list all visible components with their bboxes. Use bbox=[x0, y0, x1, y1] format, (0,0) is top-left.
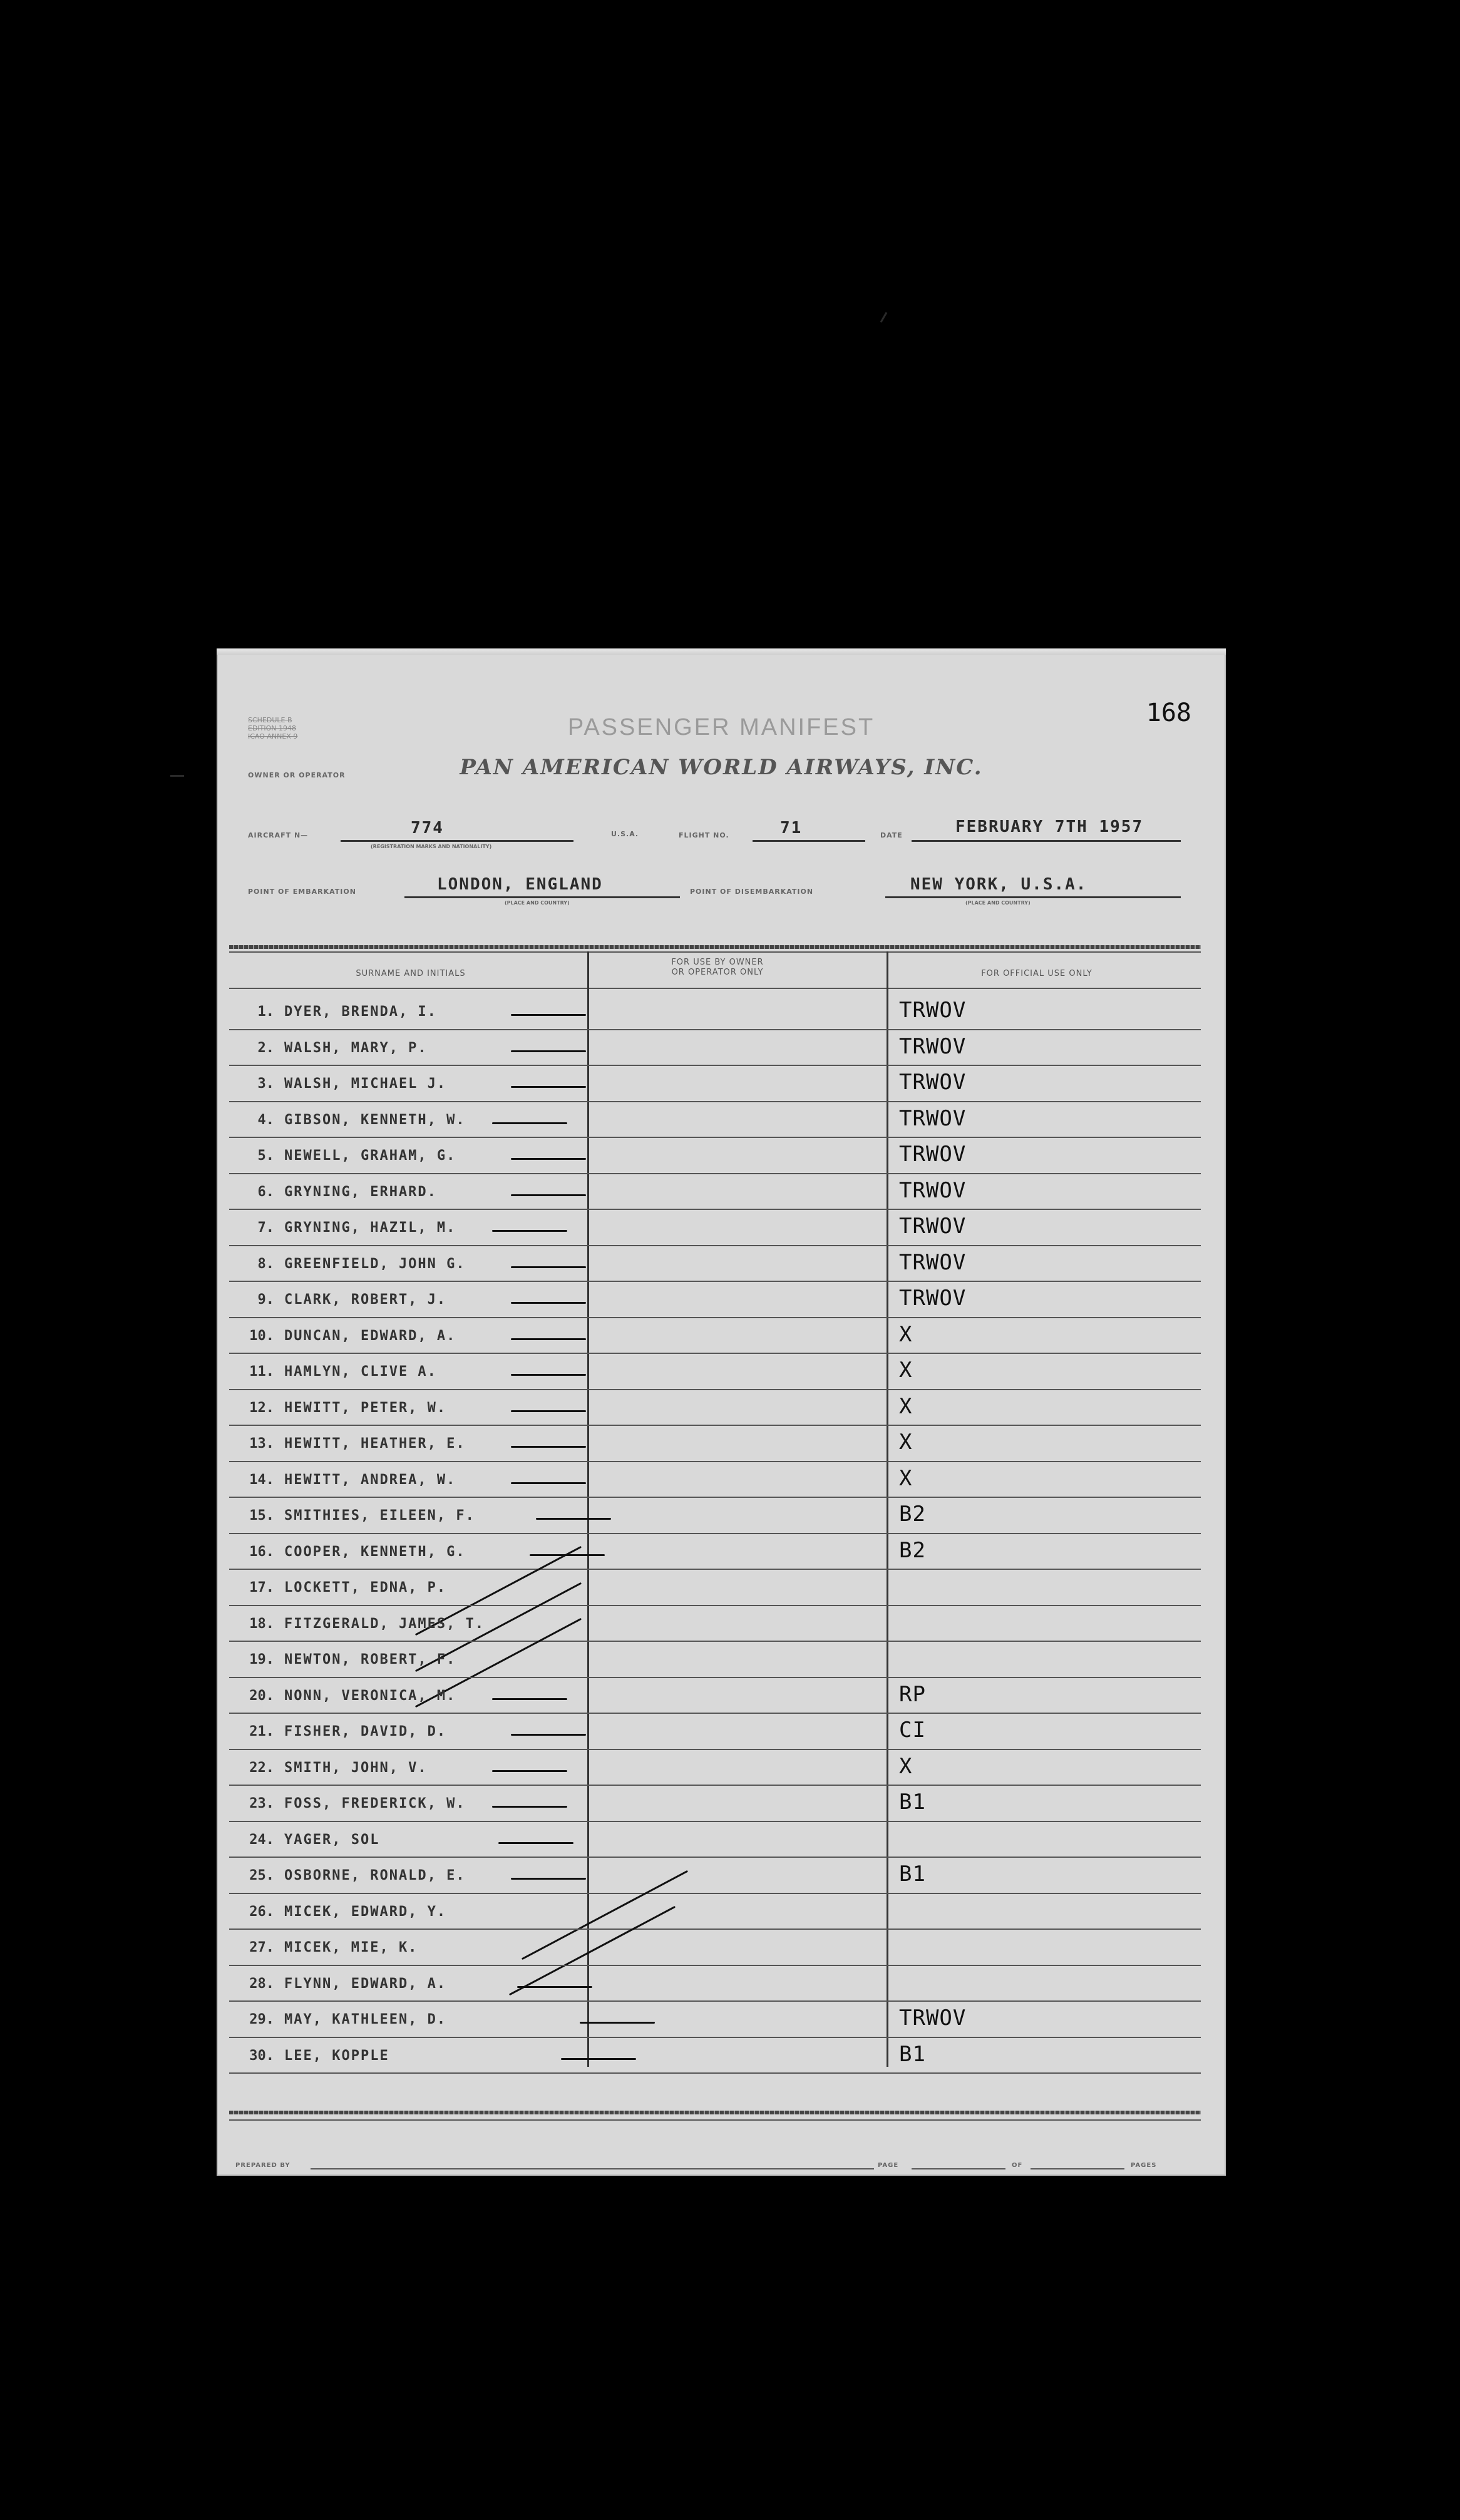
row-rule bbox=[229, 1713, 1201, 1714]
handwritten-dash bbox=[511, 1050, 586, 1052]
passenger-number: 13. bbox=[249, 1436, 274, 1452]
handwritten-dash bbox=[517, 1986, 592, 1988]
date-field-line bbox=[912, 840, 1181, 842]
passenger-name: MICEK, EDWARD, Y. bbox=[284, 1903, 447, 1920]
passenger-name: GIBSON, KENNETH, W. bbox=[284, 1112, 466, 1128]
row-rule bbox=[229, 1569, 1201, 1570]
passenger-row bbox=[230, 1355, 1201, 1390]
official-mark: TRWOV bbox=[899, 1177, 967, 1203]
handwritten-dash bbox=[492, 1770, 567, 1772]
passenger-name: YAGER, SOL bbox=[284, 1831, 380, 1848]
official-mark: RP bbox=[899, 1681, 926, 1707]
passenger-number: 21. bbox=[249, 1724, 274, 1739]
table-top-rule-2 bbox=[229, 951, 1201, 953]
official-mark: B1 bbox=[899, 2041, 926, 2067]
official-column-header: FOR OFFICIAL USE ONLY bbox=[981, 969, 1092, 978]
passenger-row bbox=[230, 1823, 1201, 1858]
passenger-name: GRYNING, ERHARD. bbox=[284, 1184, 437, 1200]
passenger-number: 18. bbox=[249, 1616, 274, 1632]
official-mark: TRWOV bbox=[899, 1070, 967, 1095]
owner-column-header: FOR USE BY OWNER OR OPERATOR ONLY bbox=[671, 958, 764, 977]
passenger-row bbox=[230, 1211, 1201, 1246]
page-label: PAGE bbox=[878, 2162, 899, 2169]
row-rule bbox=[229, 1281, 1201, 1282]
passenger-row bbox=[230, 1859, 1201, 1894]
row-rule bbox=[229, 1101, 1201, 1102]
row-rule bbox=[229, 1857, 1201, 1858]
row-rule bbox=[229, 1785, 1201, 1786]
passenger-row bbox=[230, 2039, 1201, 2074]
pages-label: PAGES bbox=[1131, 2162, 1157, 2169]
passenger-number: 17. bbox=[249, 1580, 274, 1595]
passenger-name: LOCKETT, EDNA, P. bbox=[284, 1580, 447, 1595]
row-rule bbox=[229, 1641, 1201, 1642]
passenger-number: 4. bbox=[257, 1112, 274, 1128]
handwritten-dash bbox=[511, 1086, 586, 1088]
passenger-name: DYER, BRENDA, I. bbox=[284, 1004, 437, 1020]
row-rule bbox=[229, 1497, 1201, 1498]
row-rule bbox=[229, 1389, 1201, 1390]
passenger-row bbox=[230, 1715, 1201, 1750]
passenger-number: 28. bbox=[249, 1975, 274, 1992]
form-code: SCHEDULE B EDITION 1948 ICAO ANNEX 9 bbox=[248, 716, 298, 740]
embarkation-label: POINT OF EMBARKATION bbox=[248, 888, 356, 896]
row-rule bbox=[229, 1209, 1201, 1210]
passenger-number: 2. bbox=[257, 1040, 274, 1056]
passenger-name: SMITH, JOHN, V. bbox=[284, 1759, 428, 1776]
passenger-number: 1. bbox=[257, 1004, 274, 1020]
passenger-number: 3. bbox=[257, 1076, 274, 1092]
official-mark: B2 bbox=[899, 1537, 926, 1563]
passenger-row bbox=[230, 1931, 1201, 1966]
official-mark: X bbox=[899, 1430, 913, 1455]
disembarkation-label: POINT OF DISEMBARKATION bbox=[690, 888, 814, 896]
passenger-row bbox=[230, 1427, 1201, 1462]
passenger-name: HEWITT, PETER, W. bbox=[284, 1400, 447, 1416]
paper-edge bbox=[217, 648, 1226, 655]
handwritten-dash bbox=[536, 1518, 611, 1520]
prepared-by-label: PREPARED BY bbox=[235, 2162, 290, 2169]
scanner-scratch bbox=[170, 775, 184, 777]
passenger-number: 7. bbox=[257, 1220, 274, 1236]
table-bottom-rule bbox=[229, 2111, 1201, 2114]
handwritten-dash bbox=[511, 1446, 586, 1448]
passenger-row bbox=[230, 1967, 1201, 2002]
passenger-row bbox=[230, 1247, 1201, 1283]
passenger-number: 15. bbox=[249, 1508, 274, 1524]
handwritten-dash bbox=[492, 1230, 567, 1232]
owner-label: OWNER OR OPERATOR bbox=[248, 771, 346, 779]
handwritten-dash bbox=[511, 1374, 586, 1376]
passenger-number: 24. bbox=[249, 1831, 274, 1848]
handwritten-dash bbox=[511, 1302, 586, 1304]
handwritten-dash bbox=[511, 1878, 586, 1880]
row-rule bbox=[229, 1461, 1201, 1462]
official-mark: TRWOV bbox=[899, 1214, 967, 1239]
row-rule bbox=[229, 1893, 1201, 1894]
row-rule bbox=[229, 2037, 1201, 2038]
passenger-row bbox=[230, 995, 1201, 1030]
passenger-name: WALSH, MARY, P. bbox=[284, 1040, 428, 1056]
official-mark: TRWOV bbox=[899, 1105, 967, 1131]
passenger-number: 10. bbox=[249, 1328, 274, 1344]
passenger-row bbox=[230, 1787, 1201, 1822]
official-mark: TRWOV bbox=[899, 1142, 967, 1167]
official-mark: X bbox=[899, 1321, 913, 1347]
handwritten-dash bbox=[580, 2022, 655, 2024]
passenger-name: FITZGERALD, JAMES, T. bbox=[284, 1616, 485, 1632]
flight-date: FEBRUARY 7TH 1957 bbox=[955, 817, 1144, 836]
passenger-name: GREENFIELD, JOHN G. bbox=[284, 1256, 466, 1272]
official-mark: X bbox=[899, 1753, 913, 1779]
row-rule bbox=[229, 2072, 1201, 2074]
passenger-name: HEWITT, HEATHER, E. bbox=[284, 1436, 466, 1452]
manifest-sheet bbox=[217, 648, 1226, 2176]
passenger-row bbox=[230, 1032, 1201, 1067]
official-mark: B1 bbox=[899, 1862, 926, 1887]
passenger-name: FLYNN, EDWARD, A. bbox=[284, 1975, 447, 1992]
official-mark: X bbox=[899, 1358, 913, 1383]
passenger-number: 30. bbox=[249, 2047, 274, 2064]
passenger-number: 6. bbox=[257, 1184, 274, 1200]
table-bottom-rule-2 bbox=[229, 2119, 1201, 2121]
passenger-row bbox=[230, 1643, 1201, 1678]
passenger-name: CLARK, ROBERT, J. bbox=[284, 1292, 447, 1308]
passenger-row bbox=[230, 1175, 1201, 1211]
passenger-number: 14. bbox=[249, 1472, 274, 1488]
official-mark: TRWOV bbox=[899, 1249, 967, 1275]
disembarkation-field-line bbox=[885, 896, 1181, 898]
flight-number: 71 bbox=[780, 819, 803, 837]
official-mark: B1 bbox=[899, 1790, 926, 1815]
passenger-row bbox=[230, 1104, 1201, 1139]
passenger-row bbox=[230, 1607, 1201, 1642]
passenger-number: 16. bbox=[249, 1544, 274, 1560]
handwritten-dash bbox=[511, 1014, 586, 1016]
embarkation-note: (PLACE AND COUNTRY) bbox=[505, 900, 570, 906]
official-mark: X bbox=[899, 1465, 913, 1491]
row-rule bbox=[229, 1533, 1201, 1534]
aircraft-field-line bbox=[341, 840, 573, 842]
passenger-number: 29. bbox=[249, 2012, 274, 2027]
passenger-number: 26. bbox=[249, 1903, 274, 1920]
official-mark: TRWOV bbox=[899, 2005, 967, 2031]
passenger-row bbox=[230, 1751, 1201, 1786]
row-rule bbox=[229, 1928, 1201, 1930]
passenger-number: 20. bbox=[249, 1688, 274, 1704]
of-line bbox=[1031, 2168, 1124, 2169]
passenger-name: DUNCAN, EDWARD, A. bbox=[284, 1328, 456, 1344]
row-rule bbox=[229, 1317, 1201, 1318]
passenger-number: 5. bbox=[257, 1148, 274, 1164]
passenger-number: 25. bbox=[249, 1868, 274, 1883]
handwritten-dash bbox=[511, 1410, 586, 1412]
row-rule bbox=[229, 1029, 1201, 1030]
passenger-name: GRYNING, HAZIL, M. bbox=[284, 1220, 456, 1236]
official-mark: TRWOV bbox=[899, 1286, 967, 1311]
passenger-number: 23. bbox=[249, 1796, 274, 1811]
passenger-name: MICEK, MIE, K. bbox=[284, 1940, 418, 1955]
passenger-row bbox=[230, 1391, 1201, 1426]
row-rule bbox=[229, 1605, 1201, 1606]
passenger-row bbox=[230, 1571, 1201, 1606]
row-rule bbox=[229, 1965, 1201, 1966]
passenger-name: FOSS, FREDERICK, W. bbox=[284, 1796, 466, 1811]
row-rule bbox=[229, 1065, 1201, 1066]
aircraft-number: 774 bbox=[411, 819, 444, 837]
row-rule bbox=[229, 1173, 1201, 1174]
embarkation-field-line bbox=[404, 896, 680, 898]
passenger-name: NONN, VERONICA, M. bbox=[284, 1688, 456, 1704]
usa-label: U.S.A. bbox=[611, 830, 639, 838]
handwritten-dash bbox=[511, 1158, 586, 1160]
passenger-number: 22. bbox=[249, 1759, 274, 1776]
table-top-rule bbox=[229, 945, 1201, 949]
passenger-name: OSBORNE, RONALD, E. bbox=[284, 1868, 466, 1883]
passenger-name: NEWELL, GRAHAM, G. bbox=[284, 1148, 456, 1164]
disembarkation-place: NEW YORK, U.S.A. bbox=[910, 875, 1087, 894]
row-rule bbox=[229, 1821, 1201, 1822]
passenger-row bbox=[230, 1319, 1201, 1355]
handwritten-dash bbox=[492, 1698, 567, 1700]
passenger-number: 19. bbox=[249, 1652, 274, 1667]
handwritten-dash bbox=[492, 1806, 567, 1808]
surname-column-header: SURNAME AND INITIALS bbox=[356, 969, 466, 978]
passenger-name: FISHER, DAVID, D. bbox=[284, 1724, 447, 1739]
official-mark: CI bbox=[899, 1718, 926, 1743]
registration-note: (REGISTRATION MARKS AND NATIONALITY) bbox=[371, 844, 492, 849]
handwritten-dash bbox=[492, 1122, 567, 1124]
date-label: DATE bbox=[880, 831, 903, 839]
passenger-name: WALSH, MICHAEL J. bbox=[284, 1076, 447, 1092]
passenger-name: MAY, KATHLEEN, D. bbox=[284, 2012, 447, 2027]
handwritten-dash bbox=[498, 1842, 573, 1844]
official-mark: TRWOV bbox=[899, 998, 967, 1023]
handwritten-dash bbox=[511, 1266, 586, 1268]
passenger-row bbox=[230, 1535, 1201, 1570]
passenger-row bbox=[230, 1679, 1201, 1714]
aircraft-label: AIRCRAFT N— bbox=[248, 831, 309, 839]
passenger-row bbox=[230, 1895, 1201, 1930]
flight-label: FLIGHT NO. bbox=[679, 831, 729, 839]
handwritten-dash bbox=[561, 2058, 636, 2060]
handwritten-dash bbox=[511, 1734, 586, 1736]
embarkation-place: LONDON, ENGLAND bbox=[437, 875, 603, 894]
row-rule bbox=[229, 1425, 1201, 1426]
row-rule bbox=[229, 1353, 1201, 1354]
passenger-row bbox=[230, 1499, 1201, 1534]
passenger-number: 27. bbox=[249, 1940, 274, 1955]
row-rule bbox=[229, 1245, 1201, 1246]
passenger-row bbox=[230, 1067, 1201, 1102]
passenger-row bbox=[230, 1283, 1201, 1318]
passenger-number: 12. bbox=[249, 1400, 274, 1416]
row-rule bbox=[229, 1677, 1201, 1678]
passenger-name: LEE, KOPPLE bbox=[284, 2047, 389, 2064]
passenger-name: SMITHIES, EILEEN, F. bbox=[284, 1508, 475, 1524]
passenger-name: HEWITT, ANDREA, W. bbox=[284, 1472, 456, 1488]
handwritten-dash bbox=[511, 1194, 586, 1196]
row-rule bbox=[229, 1137, 1201, 1138]
official-mark: TRWOV bbox=[899, 1033, 967, 1059]
passenger-row bbox=[230, 2003, 1201, 2038]
scanner-scratch bbox=[880, 312, 888, 322]
company-name: PAN AMERICAN WORLD AIRWAYS, INC. bbox=[460, 755, 983, 780]
official-mark: X bbox=[899, 1393, 913, 1419]
handwritten-dash bbox=[511, 1338, 586, 1340]
row-rule bbox=[229, 2000, 1201, 2002]
passenger-name: HAMLYN, CLIVE A. bbox=[284, 1364, 437, 1380]
passenger-name: COOPER, KENNETH, G. bbox=[284, 1544, 466, 1560]
passenger-number: 9. bbox=[257, 1292, 274, 1308]
page-number: 168 bbox=[1146, 699, 1191, 727]
passenger-row bbox=[230, 1463, 1201, 1498]
header-bottom-rule bbox=[229, 988, 1201, 989]
passenger-number: 8. bbox=[257, 1256, 274, 1272]
prepared-by-line bbox=[311, 2168, 874, 2169]
flight-field-line bbox=[753, 840, 865, 842]
of-label: OF bbox=[1012, 2162, 1023, 2169]
disembarkation-note: (PLACE AND COUNTRY) bbox=[965, 900, 1031, 906]
official-mark: B2 bbox=[899, 1502, 926, 1527]
row-rule bbox=[229, 1749, 1201, 1750]
passenger-name: NEWTON, ROBERT, F. bbox=[284, 1652, 456, 1667]
handwritten-dash bbox=[511, 1482, 586, 1484]
page-line bbox=[912, 2168, 1005, 2169]
passenger-number: 11. bbox=[249, 1364, 274, 1380]
manifest-title: PASSENGER MANIFEST bbox=[567, 714, 875, 740]
passenger-row bbox=[230, 1139, 1201, 1174]
